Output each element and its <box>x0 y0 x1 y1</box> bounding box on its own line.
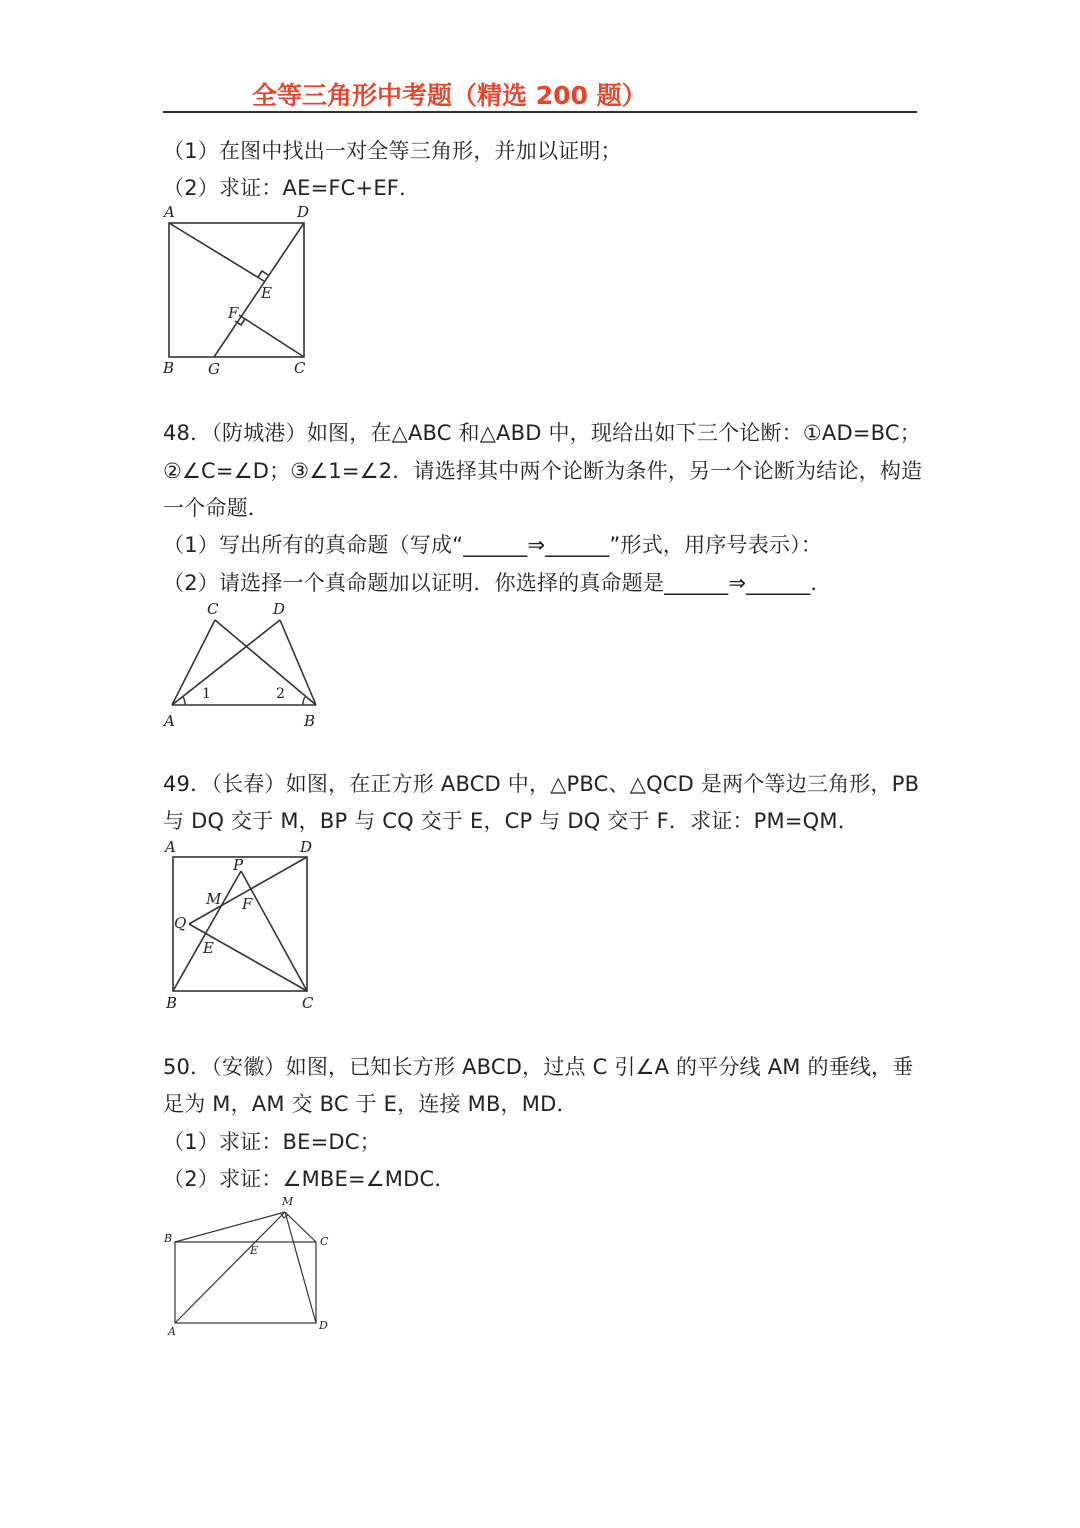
q50-label-c: C <box>320 1235 329 1248</box>
q48-part-2: （2）请选择一个真命题加以证明．你选择的真命题是______⇒______． <box>163 571 832 595</box>
q50-segment-bm <box>175 1212 285 1242</box>
q50-label-d: D <box>319 1319 328 1332</box>
header-rule <box>163 111 917 113</box>
q48-label-1: 1 <box>202 686 211 702</box>
q48-part-1: （1）写出所有的真命题（写成“______⇒______”形式，用序号表示）： <box>163 533 823 557</box>
q50-label-a: A <box>168 1325 176 1338</box>
q49-label-m: M <box>206 890 222 908</box>
q50-line-1: 50．（安徽）如图，已知长方形 ABCD，过点 C 引∠A 的平分线 AM 的垂线，垂 <box>163 1055 914 1079</box>
q47-right-angle-e <box>258 271 268 277</box>
q48-segment-cb <box>215 620 316 705</box>
q47-square <box>169 223 304 357</box>
q47-figure <box>155 200 325 382</box>
q47-label-g: G <box>208 360 220 378</box>
q47-label-d: D <box>297 203 310 221</box>
q50-segment-am <box>175 1212 285 1323</box>
q47-label-b: B <box>163 359 175 377</box>
q49-label-e: E <box>203 939 214 957</box>
q49-square <box>173 857 307 991</box>
q50-segment-md <box>285 1212 316 1323</box>
q47-label-e: E <box>261 284 272 302</box>
q48-label-a: A <box>164 712 175 730</box>
q47-part-1: （1）在图中找出一对全等三角形，并加以证明； <box>163 139 622 163</box>
q48-line-3: 一个命题． <box>163 496 269 520</box>
q47-part-2: （2）求证：AE=FC+EF． <box>163 176 421 200</box>
q47-label-a: A <box>164 203 175 221</box>
q47-segment-fc <box>239 315 304 357</box>
q50-line-2: 足为 M，AM 交 BC 于 E，连接 MB，MD． <box>163 1092 578 1116</box>
q50-label-m: M <box>282 1195 294 1208</box>
q48-label-b: B <box>304 712 316 730</box>
q47-segment-dg <box>214 223 304 357</box>
q48-segment-ad <box>172 620 280 705</box>
q50-part-2: （2）求证：∠MBE=∠MDC． <box>163 1167 456 1191</box>
q49-label-q: Q <box>174 914 187 932</box>
q48-label-c: C <box>207 600 219 618</box>
q49-label-p: P <box>233 856 244 874</box>
q48-label-2: 2 <box>276 686 285 702</box>
q48-line-2: ②∠C=∠D；③∠1=∠2．请选择其中两个论断为条件，另一个论断为结论，构造 <box>163 459 923 483</box>
q50-part-1: （1）求证：BE=DC； <box>163 1130 381 1154</box>
q48-angle-1-arc <box>183 697 185 705</box>
q49-line-1: 49．（长春）如图，在正方形 ABCD 中，△PBC、△QCD 是两个等边三角形，PB <box>163 772 920 796</box>
q50-label-b: B <box>164 1232 173 1245</box>
q47-label-f: F <box>228 304 239 322</box>
q49-label-a: A <box>165 838 176 856</box>
q50-rectangle <box>175 1242 316 1323</box>
q48-segment-db <box>280 620 316 705</box>
q48-label-d: D <box>273 600 286 618</box>
page-title: 全等三角形中考题（精选 200 题） <box>252 81 647 110</box>
q48-angle-2-arc <box>303 697 305 705</box>
q49-label-b: B <box>166 994 178 1012</box>
q50-figure <box>155 1190 335 1345</box>
q48-line-1: 48．（防城港）如图，在△ABC 和△ABD 中，现给出如下三个论断：①AD=BC； <box>163 421 921 445</box>
q47-segment-ae <box>169 223 264 281</box>
q49-label-c: C <box>302 994 314 1012</box>
q49-label-d: D <box>300 838 313 856</box>
q48-figure <box>155 595 330 735</box>
q49-figure <box>155 835 325 1015</box>
q50-label-e: E <box>250 1244 259 1257</box>
q49-label-f: F <box>242 895 253 913</box>
q49-line-2: 与 DQ 交于 M，BP 与 CQ 交于 E，CP 与 DQ 交于 F．求证：PM=QM． <box>163 809 859 833</box>
q47-label-c: C <box>294 359 306 377</box>
